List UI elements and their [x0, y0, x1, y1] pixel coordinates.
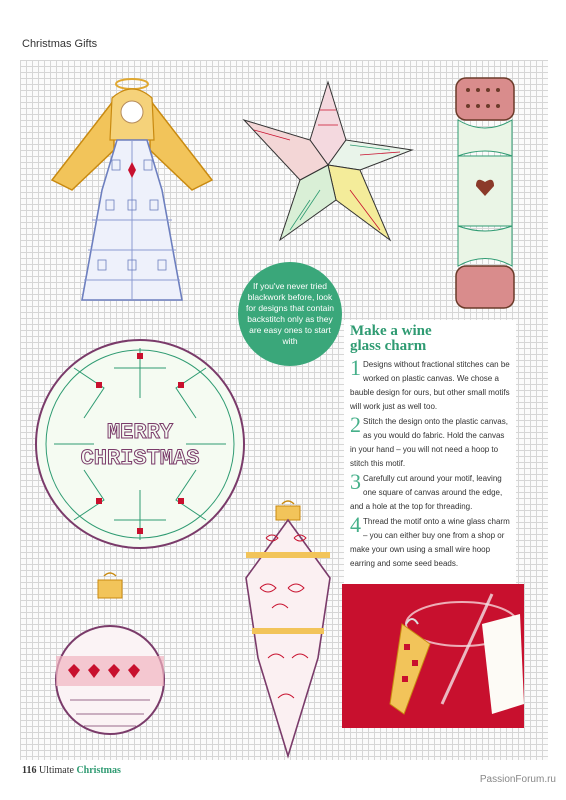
step-1-number: 1 [350, 355, 361, 380]
step-4 [350, 512, 510, 571]
step-4-number: 4 [350, 512, 361, 537]
star-motif [240, 80, 416, 250]
page-number: 116 [22, 765, 37, 776]
step-3 [350, 469, 510, 514]
step-1-text: Designs without fractional stitches can be worked on plastic canvas. We chose a bauble design for ours, but other small motifs will work just as well too. [350, 360, 510, 411]
step-2 [350, 412, 510, 471]
bauble-line-2: CHRISTMAS [80, 446, 200, 471]
instructions-panel [344, 320, 516, 584]
step-4-text: Thread the motif onto a wine glass charm – you can either buy one from a shop or make your own using a small wire hoop earring and some seed beads. [350, 517, 510, 568]
wine-glass-charm-photo [342, 584, 524, 728]
step-2-number: 2 [350, 412, 361, 437]
step-2-text: Stitch the design onto the plastic canvas, as you would do fabric. Hold the canvas in your hand – you will not need a hoop to stitch this motif. [350, 417, 508, 468]
step-3-number: 3 [350, 469, 361, 494]
small-bauble-motif [54, 570, 166, 760]
panel-title: Make a wine glass charm [350, 323, 432, 354]
tip-text: If you've never tried blackwork before, look for designs that contain backstitch only as they are easy ones to start with [246, 281, 334, 346]
merry-christmas-bauble [34, 328, 246, 560]
bauble-line-1: MERRY [106, 420, 174, 445]
section-header: Christmas Gifts [22, 38, 98, 50]
page-footer [22, 765, 121, 776]
cracker-motif [452, 76, 518, 310]
magazine-name-b: Christmas [76, 765, 121, 776]
watermark: PassionForum.ru [479, 774, 556, 785]
drop-bauble-motif [238, 498, 338, 760]
magazine-name-a: Ultimate [38, 765, 74, 776]
angel-motif [42, 70, 222, 320]
step-1 [350, 355, 510, 414]
tip-bubble [238, 262, 342, 366]
step-3-text: Carefully cut around your motif, leaving one square of canvas around the edge, and a hole at the top for threading. [350, 474, 503, 511]
